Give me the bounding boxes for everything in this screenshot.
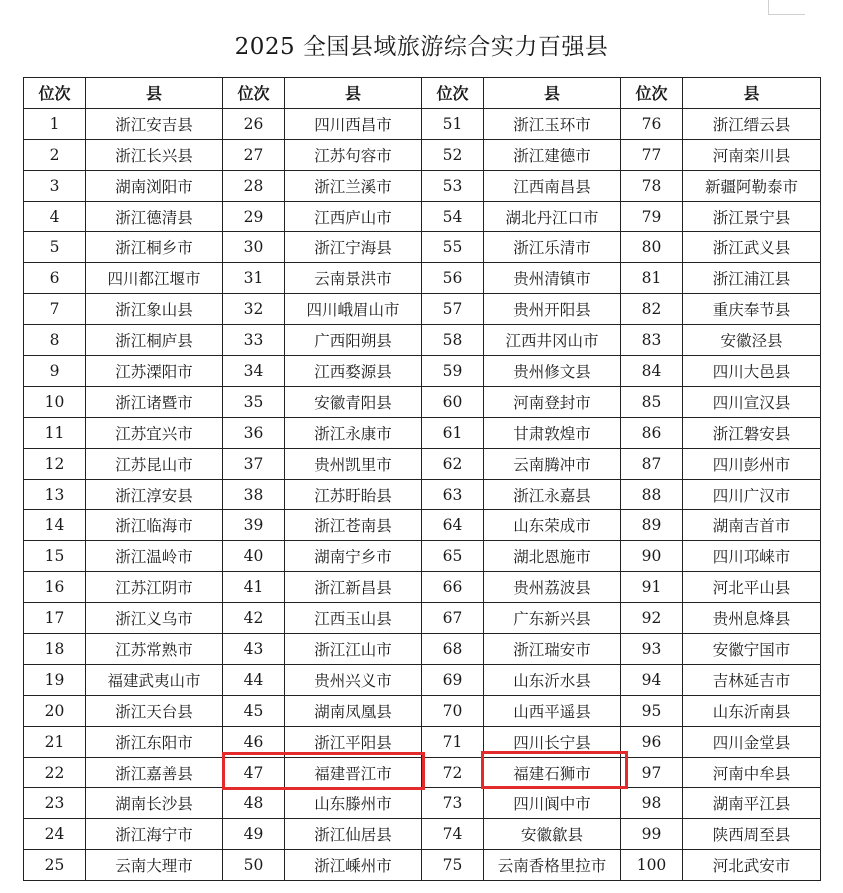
county-cell: 浙江缙云县 [683, 108, 821, 139]
county-cell: 吉林延吉市 [683, 664, 821, 695]
rank-cell: 30 [223, 232, 285, 263]
county-cell: 四川阆中市 [484, 788, 621, 819]
county-cell: 四川宣汉县 [683, 386, 821, 417]
county-cell: 江西庐山市 [285, 201, 422, 232]
rank-cell: 10 [24, 386, 86, 417]
county-cell: 云南腾冲市 [484, 448, 621, 479]
county-cell: 江苏江阴市 [86, 572, 223, 603]
table-row [24, 356, 821, 387]
table-row [24, 850, 821, 881]
county-cell: 山东沂水县 [484, 664, 621, 695]
county-cell: 江西玉山县 [285, 603, 422, 634]
county-cell: 江苏溧阳市 [86, 356, 223, 387]
rank-cell: 97 [621, 757, 683, 788]
header-county: 县 [86, 78, 223, 109]
county-cell: 浙江玉环市 [484, 108, 621, 139]
rank-cell: 90 [621, 541, 683, 572]
rank-cell: 52 [422, 139, 484, 170]
county-cell: 江西南昌县 [484, 170, 621, 201]
rank-cell: 33 [223, 325, 285, 356]
rank-cell: 53 [422, 170, 484, 201]
rank-cell: 82 [621, 294, 683, 325]
county-cell: 福建晋江市 [285, 757, 422, 788]
rank-cell: 45 [223, 695, 285, 726]
rank-cell: 62 [422, 448, 484, 479]
rank-cell: 8 [24, 325, 86, 356]
header-county: 县 [285, 78, 422, 109]
rank-cell: 70 [422, 695, 484, 726]
rank-cell: 23 [24, 788, 86, 819]
county-cell: 陕西周至县 [683, 819, 821, 850]
rank-cell: 22 [24, 757, 86, 788]
rank-cell: 12 [24, 448, 86, 479]
county-cell: 云南香格里拉市 [484, 850, 621, 881]
rank-cell: 85 [621, 386, 683, 417]
rank-cell: 80 [621, 232, 683, 263]
county-cell: 浙江武义县 [683, 232, 821, 263]
county-cell: 四川大邑县 [683, 356, 821, 387]
county-cell: 福建武夷山市 [86, 664, 223, 695]
table-row [24, 664, 821, 695]
header-rank: 位次 [223, 78, 285, 109]
rank-cell: 9 [24, 356, 86, 387]
rank-cell: 61 [422, 417, 484, 448]
county-cell: 江苏宜兴市 [86, 417, 223, 448]
rank-cell: 67 [422, 603, 484, 634]
rank-cell: 32 [223, 294, 285, 325]
county-cell: 浙江景宁县 [683, 201, 821, 232]
county-cell: 浙江磐安县 [683, 417, 821, 448]
county-cell: 江苏盱眙县 [285, 479, 422, 510]
county-cell: 云南大理市 [86, 850, 223, 881]
rank-cell: 86 [621, 417, 683, 448]
county-cell: 浙江嘉善县 [86, 757, 223, 788]
rank-cell: 37 [223, 448, 285, 479]
county-cell: 湖南浏阳市 [86, 170, 223, 201]
rank-cell: 38 [223, 479, 285, 510]
county-cell: 贵州开阳县 [484, 294, 621, 325]
rank-cell: 88 [621, 479, 683, 510]
county-cell: 河南中牟县 [683, 757, 821, 788]
header-county: 县 [683, 78, 821, 109]
rank-cell: 78 [621, 170, 683, 201]
rank-cell: 76 [621, 108, 683, 139]
table-row [24, 108, 821, 139]
county-cell: 山东荣成市 [484, 510, 621, 541]
county-cell: 浙江临海市 [86, 510, 223, 541]
document-title: 2025 全国县域旅游综合实力百强县 [234, 34, 609, 60]
table-row [24, 695, 821, 726]
county-cell: 浙江义乌市 [86, 603, 223, 634]
county-cell: 四川西昌市 [285, 108, 422, 139]
county-cell: 四川金堂县 [683, 726, 821, 757]
county-cell: 四川都江堰市 [86, 263, 223, 294]
rank-cell: 93 [621, 634, 683, 665]
header-rank: 位次 [621, 78, 683, 109]
rank-cell: 1 [24, 108, 86, 139]
county-cell: 浙江东阳市 [86, 726, 223, 757]
rank-cell: 34 [223, 356, 285, 387]
county-cell: 贵州荔波县 [484, 572, 621, 603]
rank-cell: 100 [621, 850, 683, 881]
county-cell: 河北武安市 [683, 850, 821, 881]
county-cell: 云南景洪市 [285, 263, 422, 294]
rank-cell: 15 [24, 541, 86, 572]
rank-cell: 16 [24, 572, 86, 603]
county-cell: 浙江仙居县 [285, 819, 422, 850]
rank-cell: 43 [223, 634, 285, 665]
table-row [24, 417, 821, 448]
county-cell: 浙江温岭市 [86, 541, 223, 572]
county-cell: 贵州息烽县 [683, 603, 821, 634]
rank-cell: 98 [621, 788, 683, 819]
rank-cell: 81 [621, 263, 683, 294]
county-cell: 浙江淳安县 [86, 479, 223, 510]
table-body [24, 108, 821, 880]
rank-cell: 84 [621, 356, 683, 387]
rank-cell: 2 [24, 139, 86, 170]
table-row [24, 634, 821, 665]
county-cell: 山东滕州市 [285, 788, 422, 819]
county-cell: 浙江桐庐县 [86, 325, 223, 356]
county-cell: 贵州修文县 [484, 356, 621, 387]
rank-cell: 49 [223, 819, 285, 850]
rank-cell: 95 [621, 695, 683, 726]
county-cell: 重庆奉节县 [683, 294, 821, 325]
county-cell: 浙江海宁市 [86, 819, 223, 850]
county-cell: 四川广汉市 [683, 479, 821, 510]
county-cell: 湖南长沙县 [86, 788, 223, 819]
rank-cell: 19 [24, 664, 86, 695]
county-cell: 贵州清镇市 [484, 263, 621, 294]
table-row [24, 325, 821, 356]
rank-cell: 92 [621, 603, 683, 634]
rank-cell: 57 [422, 294, 484, 325]
county-cell: 浙江象山县 [86, 294, 223, 325]
county-cell: 四川邛崃市 [683, 541, 821, 572]
county-cell: 湖南平江县 [683, 788, 821, 819]
rank-cell: 87 [621, 448, 683, 479]
county-cell: 山东沂南县 [683, 695, 821, 726]
county-cell: 安徽歙县 [484, 819, 621, 850]
county-cell: 四川长宁县 [484, 726, 621, 757]
rank-cell: 11 [24, 417, 86, 448]
rank-cell: 65 [422, 541, 484, 572]
county-cell: 浙江德清县 [86, 201, 223, 232]
rank-cell: 35 [223, 386, 285, 417]
rank-cell: 4 [24, 201, 86, 232]
table-row [24, 201, 821, 232]
table-header-row [24, 78, 821, 109]
county-cell: 浙江永嘉县 [484, 479, 621, 510]
rank-cell: 68 [422, 634, 484, 665]
rank-cell: 31 [223, 263, 285, 294]
rank-cell: 79 [621, 201, 683, 232]
table-row [24, 170, 821, 201]
county-cell: 浙江江山市 [285, 634, 422, 665]
rank-cell: 56 [422, 263, 484, 294]
county-cell: 湖北丹江口市 [484, 201, 621, 232]
rank-cell: 74 [422, 819, 484, 850]
county-cell: 福建石狮市 [484, 757, 621, 788]
county-cell: 浙江诸暨市 [86, 386, 223, 417]
rank-cell: 77 [621, 139, 683, 170]
rank-cell: 46 [223, 726, 285, 757]
county-cell: 山西平遥县 [484, 695, 621, 726]
rank-cell: 26 [223, 108, 285, 139]
county-cell: 江苏句容市 [285, 139, 422, 170]
rank-cell: 42 [223, 603, 285, 634]
county-cell: 浙江宁海县 [285, 232, 422, 263]
table-row [24, 726, 821, 757]
county-cell: 湖北恩施市 [484, 541, 621, 572]
table-row [24, 139, 821, 170]
rank-cell: 59 [422, 356, 484, 387]
table-row [24, 757, 821, 788]
table-row [24, 448, 821, 479]
rank-cell: 89 [621, 510, 683, 541]
county-cell: 浙江苍南县 [285, 510, 422, 541]
county-cell: 湖南凤凰县 [285, 695, 422, 726]
rank-cell: 5 [24, 232, 86, 263]
county-cell: 江西婺源县 [285, 356, 422, 387]
rank-cell: 3 [24, 170, 86, 201]
rank-cell: 28 [223, 170, 285, 201]
county-cell: 新疆阿勒泰市 [683, 170, 821, 201]
table-row [24, 510, 821, 541]
county-cell: 浙江新昌县 [285, 572, 422, 603]
table-row [24, 232, 821, 263]
page-corner-mark [768, 0, 805, 15]
rank-cell: 25 [24, 850, 86, 881]
table-row [24, 603, 821, 634]
table-row [24, 819, 821, 850]
county-cell: 浙江天台县 [86, 695, 223, 726]
county-cell: 贵州兴义市 [285, 664, 422, 695]
rank-cell: 71 [422, 726, 484, 757]
rank-cell: 14 [24, 510, 86, 541]
rank-cell: 96 [621, 726, 683, 757]
rank-cell: 58 [422, 325, 484, 356]
county-cell: 河北平山县 [683, 572, 821, 603]
rank-cell: 73 [422, 788, 484, 819]
county-cell: 江苏常熟市 [86, 634, 223, 665]
rank-cell: 41 [223, 572, 285, 603]
table-row [24, 541, 821, 572]
rank-cell: 63 [422, 479, 484, 510]
county-cell: 浙江平阳县 [285, 726, 422, 757]
header-county: 县 [484, 78, 621, 109]
county-cell: 湖南吉首市 [683, 510, 821, 541]
rank-cell: 39 [223, 510, 285, 541]
county-cell: 浙江嵊州市 [285, 850, 422, 881]
rank-cell: 7 [24, 294, 86, 325]
rank-cell: 29 [223, 201, 285, 232]
rank-cell: 91 [621, 572, 683, 603]
table-row [24, 263, 821, 294]
county-cell: 浙江建德市 [484, 139, 621, 170]
rank-cell: 48 [223, 788, 285, 819]
rank-cell: 99 [621, 819, 683, 850]
rank-cell: 13 [24, 479, 86, 510]
rank-cell: 50 [223, 850, 285, 881]
county-cell: 安徽泾县 [683, 325, 821, 356]
table-row [24, 294, 821, 325]
table-row [24, 386, 821, 417]
county-cell: 广西阳朔县 [285, 325, 422, 356]
rank-cell: 69 [422, 664, 484, 695]
county-cell: 安徽宁国市 [683, 634, 821, 665]
rank-cell: 83 [621, 325, 683, 356]
county-cell: 四川峨眉山市 [285, 294, 422, 325]
table-row [24, 572, 821, 603]
header-rank: 位次 [422, 78, 484, 109]
rank-cell: 20 [24, 695, 86, 726]
rank-cell: 40 [223, 541, 285, 572]
county-cell: 广东新兴县 [484, 603, 621, 634]
table-row [24, 479, 821, 510]
county-cell: 河南栾川县 [683, 139, 821, 170]
ranking-table [23, 77, 821, 881]
county-cell: 浙江安吉县 [86, 108, 223, 139]
rank-cell: 55 [422, 232, 484, 263]
rank-cell: 21 [24, 726, 86, 757]
county-cell: 江西井冈山市 [484, 325, 621, 356]
rank-cell: 17 [24, 603, 86, 634]
rank-cell: 6 [24, 263, 86, 294]
rank-cell: 75 [422, 850, 484, 881]
rank-cell: 18 [24, 634, 86, 665]
rank-cell: 47 [223, 757, 285, 788]
rank-cell: 27 [223, 139, 285, 170]
rank-cell: 51 [422, 108, 484, 139]
county-cell: 湖南宁乡市 [285, 541, 422, 572]
county-cell: 浙江永康市 [285, 417, 422, 448]
county-cell: 浙江长兴县 [86, 139, 223, 170]
rank-cell: 54 [422, 201, 484, 232]
rank-cell: 64 [422, 510, 484, 541]
rank-cell: 72 [422, 757, 484, 788]
rank-cell: 94 [621, 664, 683, 695]
rank-cell: 24 [24, 819, 86, 850]
county-cell: 安徽青阳县 [285, 386, 422, 417]
rank-cell: 60 [422, 386, 484, 417]
rank-cell: 66 [422, 572, 484, 603]
county-cell: 河南登封市 [484, 386, 621, 417]
county-cell: 四川彭州市 [683, 448, 821, 479]
rank-cell: 44 [223, 664, 285, 695]
county-cell: 浙江兰溪市 [285, 170, 422, 201]
county-cell: 贵州凯里市 [285, 448, 422, 479]
header-rank: 位次 [24, 78, 86, 109]
rank-cell: 36 [223, 417, 285, 448]
table-row [24, 788, 821, 819]
county-cell: 浙江瑞安市 [484, 634, 621, 665]
county-cell: 江苏昆山市 [86, 448, 223, 479]
county-cell: 浙江乐清市 [484, 232, 621, 263]
county-cell: 甘肃敦煌市 [484, 417, 621, 448]
county-cell: 浙江桐乡市 [86, 232, 223, 263]
county-cell: 浙江浦江县 [683, 263, 821, 294]
